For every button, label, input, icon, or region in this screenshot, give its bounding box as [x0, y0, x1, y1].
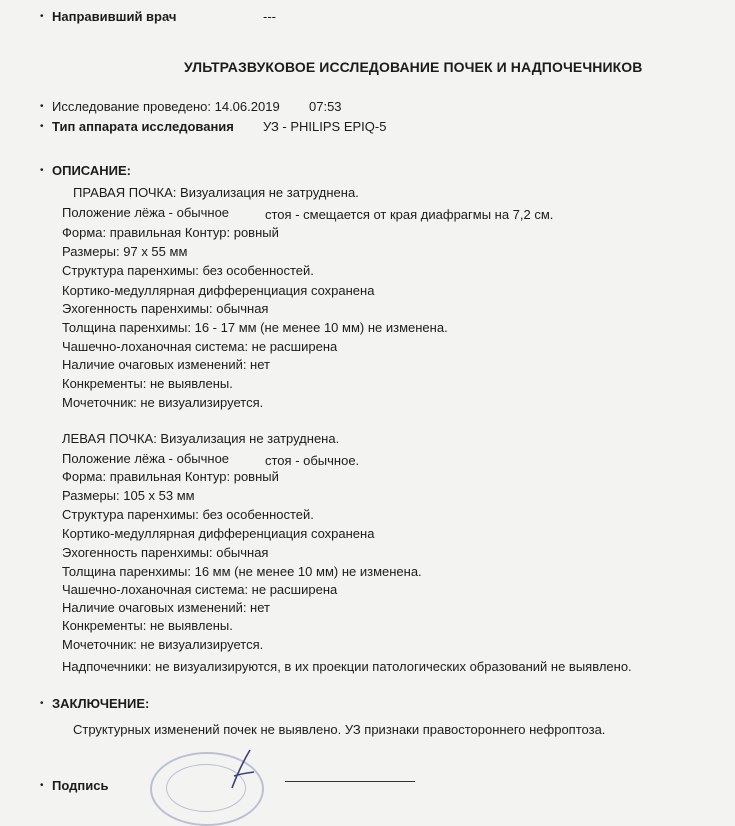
- left-kidney-stones: Конкременты: не выявлены.: [62, 618, 233, 633]
- right-kidney-cortico: Кортико-медуллярная дифференциация сохранена: [62, 283, 375, 298]
- left-kidney-position-lying: Положение лёжа - обычное: [62, 451, 230, 466]
- conclusion-text: Структурных изменений почек не выявлено. УЗ признаки правостороннего нефроптоза.: [73, 722, 606, 737]
- signature-label: Подпись: [52, 778, 109, 793]
- exam-date: Исследование проведено: 14.06.2019: [52, 99, 280, 114]
- bullet-icon: •: [40, 698, 44, 709]
- bullet-icon: •: [40, 121, 44, 132]
- right-kidney-pelvis: Чашечно-лоханочная система: не расширена: [62, 339, 338, 354]
- referring-doctor-label: Направивший врач: [52, 9, 177, 24]
- description-heading: ОПИСАНИЕ:: [52, 163, 131, 178]
- right-kidney-focal: Наличие очаговых изменений: нет: [62, 357, 270, 372]
- bullet-icon: •: [40, 11, 44, 22]
- bullet-icon: •: [40, 780, 44, 791]
- left-kidney-position-standing: стоя - обычное.: [265, 453, 360, 468]
- left-kidney-thickness: Толщина паренхимы: 16 мм (не менее 10 мм) не изменена.: [62, 564, 422, 579]
- right-kidney-ureter: Мочеточник: не визуализируется.: [62, 395, 264, 410]
- right-kidney-form: Форма: правильная Контур: ровный: [62, 225, 279, 240]
- left-kidney-form: Форма: правильная Контур: ровный: [62, 469, 279, 484]
- adrenal-glands: Надпочечники: не визуализируются, в их проекции патологических образований не выявлено.: [62, 659, 632, 674]
- left-kidney-size: Размеры: 105 х 53 мм: [62, 488, 195, 503]
- left-kidney-ureter: Мочеточник: не визуализируется.: [62, 637, 264, 652]
- signature-icon: [220, 748, 260, 793]
- signature-line: [285, 781, 415, 782]
- right-kidney-echogenicity: Эхогенность паренхимы: обычная: [62, 301, 269, 316]
- left-kidney-pelvis: Чашечно-лоханочная система: не расширена: [62, 582, 338, 597]
- page-title: УЛЬТРАЗВУКОВОЕ ИССЛЕДОВАНИЕ ПОЧЕК И НАДПОЧЕЧНИКОВ: [184, 59, 643, 75]
- left-kidney-focal: Наличие очаговых изменений: нет: [62, 600, 270, 615]
- right-kidney-intro: ПРАВАЯ ПОЧКА: Визуализация не затруднена.: [73, 185, 359, 200]
- right-kidney-position-standing: стоя - смещается от края диафрагмы на 7,2 см.: [265, 207, 554, 222]
- left-kidney-intro: ЛЕВАЯ ПОЧКА: Визуализация не затруднена.: [62, 431, 340, 446]
- right-kidney-stones: Конкременты: не выявлены.: [62, 376, 233, 391]
- device-value: УЗ - PHILIPS EPIQ-5: [263, 119, 387, 134]
- right-kidney-structure: Структура паренхимы: без особенностей.: [62, 263, 314, 278]
- left-kidney-structure: Структура паренхимы: без особенностей.: [62, 507, 314, 522]
- device-label: Тип аппарата исследования: [52, 119, 234, 134]
- right-kidney-position-lying: Положение лёжа - обычное: [62, 205, 230, 220]
- right-kidney-thickness: Толщина паренхимы: 16 - 17 мм (не менее 10 мм) не изменена.: [62, 320, 448, 335]
- referring-doctor-value: ---: [263, 9, 276, 24]
- bullet-icon: •: [40, 165, 44, 176]
- conclusion-heading: ЗАКЛЮЧЕНИЕ:: [52, 696, 150, 711]
- left-kidney-echogenicity: Эхогенность паренхимы: обычная: [62, 545, 269, 560]
- left-kidney-cortico: Кортико-медуллярная дифференциация сохранена: [62, 526, 375, 541]
- exam-time: 07:53: [309, 99, 342, 114]
- right-kidney-size: Размеры: 97 х 55 мм: [62, 244, 188, 259]
- bullet-icon: •: [40, 101, 44, 112]
